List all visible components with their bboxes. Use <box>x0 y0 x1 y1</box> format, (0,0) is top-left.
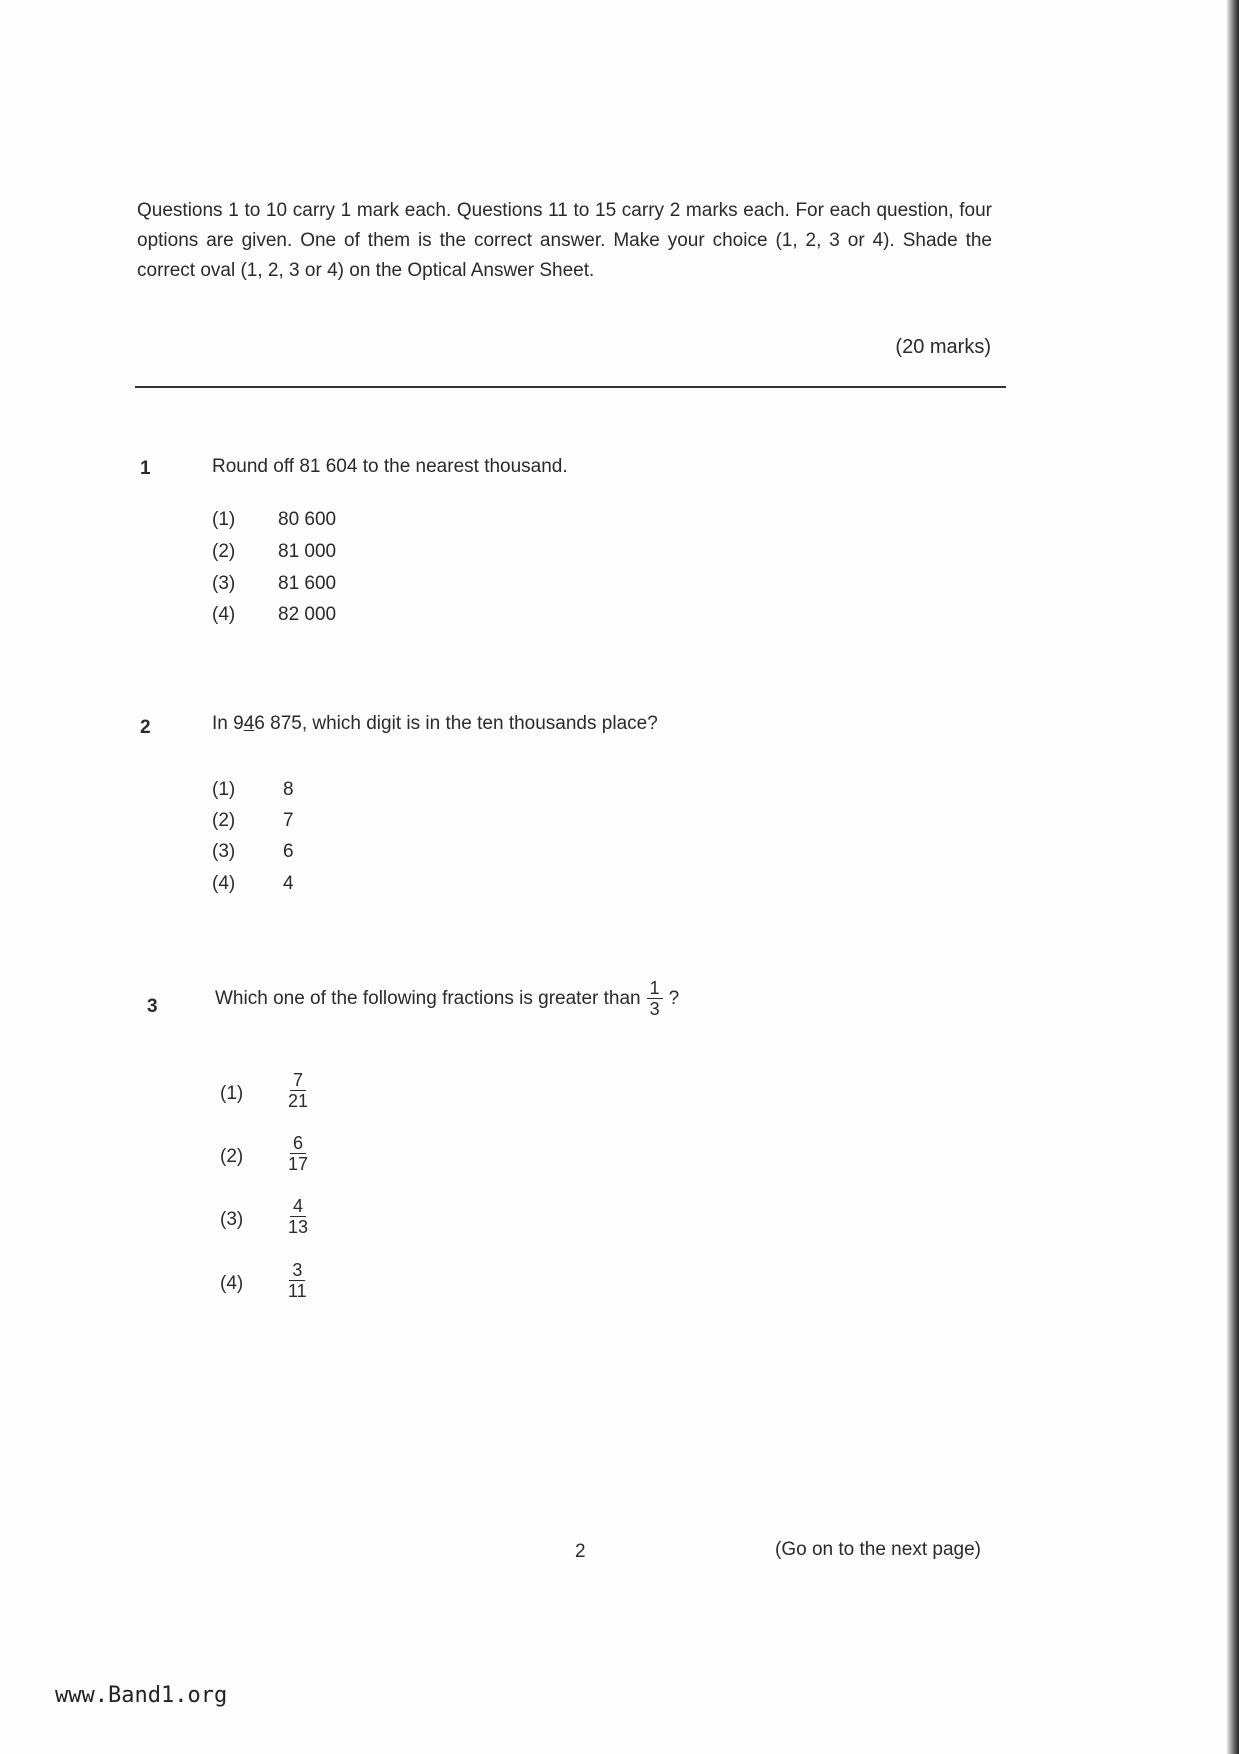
option-label: (4) <box>212 604 236 625</box>
text: In 9 <box>212 713 244 734</box>
option-label: (1) <box>212 509 236 530</box>
numerator: 1 <box>647 978 663 999</box>
watermark: www.Band1.org <box>55 1683 228 1708</box>
text: Which one of the following fractions is greater than <box>215 987 641 1009</box>
option-label: (3) <box>220 1209 244 1230</box>
option-fraction <box>288 1133 308 1174</box>
option-value: 80 600 <box>278 509 337 530</box>
instructions: Questions 1 to 10 carry 1 mark each. Questions 11 to 15 carry 2 marks each. For each question, four options are given. One of them is the correct answer. Make your choice (1, 2, 3 or 4). Shade the correct oval (1, 2, 3 or 4) on the Optical Answer Sheet. <box>137 200 992 281</box>
denominator: 11 <box>288 1281 307 1301</box>
option-value: 7 <box>283 810 294 831</box>
numerator: 7 <box>290 1070 306 1091</box>
denominator: 21 <box>288 1091 309 1111</box>
question-1-number: 1 <box>140 458 151 479</box>
underlined-digit: 4 <box>243 713 255 734</box>
denominator: 17 <box>288 1154 309 1174</box>
question-2-text <box>212 713 658 735</box>
divider <box>135 386 1006 388</box>
fraction <box>647 978 663 1019</box>
option-value: 6 <box>283 841 294 862</box>
page-number: 2 <box>575 1541 586 1562</box>
question-1-text: Round off 81 604 to the nearest thousand. <box>212 456 568 477</box>
option-label: (2) <box>212 541 236 562</box>
denominator: 13 <box>288 1217 309 1237</box>
option-label: (2) <box>212 810 236 831</box>
option-fraction <box>288 1070 308 1111</box>
option-label: (1) <box>212 779 236 800</box>
option-value: 81 600 <box>278 573 337 594</box>
option-fraction <box>288 1260 307 1301</box>
total-marks: (20 marks) <box>895 336 991 358</box>
option-label: (3) <box>212 573 236 594</box>
option-value: 81 000 <box>278 541 337 562</box>
option-label: (4) <box>212 873 236 894</box>
option-label: (2) <box>220 1146 244 1167</box>
option-value: 4 <box>283 873 294 894</box>
text: 6 875, which digit is in the ten thousands place? <box>254 713 658 734</box>
question-3-text <box>215 978 679 1019</box>
option-value: 8 <box>283 779 294 800</box>
question-2-number: 2 <box>140 717 151 738</box>
option-fraction <box>288 1196 308 1237</box>
numerator: 6 <box>290 1133 306 1154</box>
next-page-note: (Go on to the next page) <box>775 1539 981 1560</box>
option-label: (4) <box>220 1273 244 1294</box>
numerator: 4 <box>290 1196 306 1217</box>
text: ? <box>668 987 680 1009</box>
option-label: (1) <box>220 1083 244 1104</box>
question-3-number: 3 <box>147 996 158 1017</box>
option-label: (3) <box>212 841 236 862</box>
scan-edge <box>1227 0 1239 1754</box>
option-value: 82 000 <box>278 604 337 625</box>
numerator: 3 <box>289 1260 305 1281</box>
denominator: 3 <box>649 999 660 1019</box>
